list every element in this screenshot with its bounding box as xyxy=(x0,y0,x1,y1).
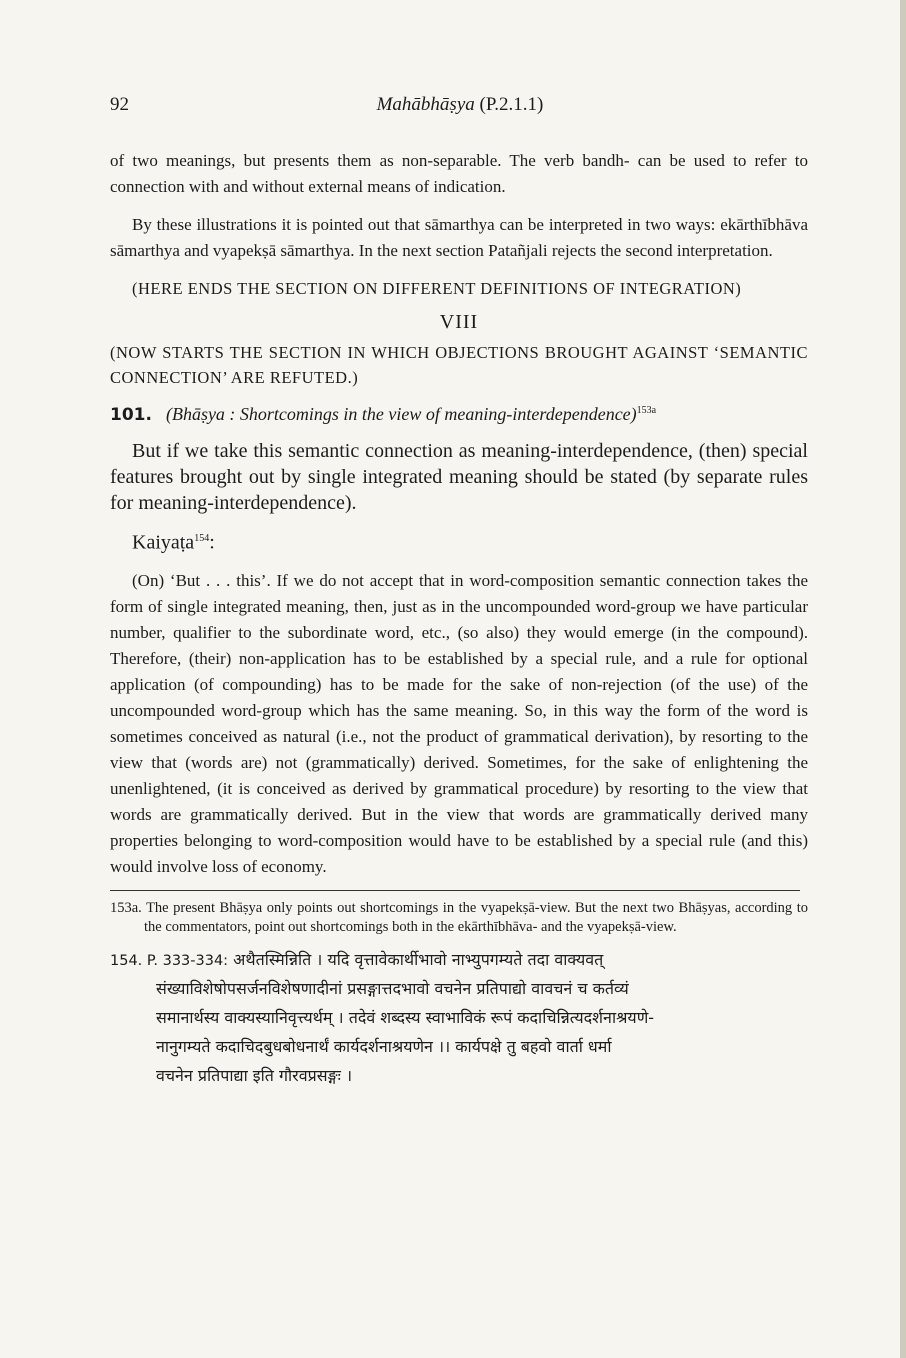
kaiyata-commentary: (On) ‘But . . . this’. If we do not accept that in word-composition semantic connection takes the form of single integrated meaning, then, just as in the uncompounded word-group we have particular number, qualifier to the subordinate word, etc., (so also) they would emerge (in the compound). Therefore, (their) non-application has to be established by a special rule, and a rule for optional application (of compounding) has to be made for the sake of non-rejection (of the use) of the uncompounded word-group which has the same meaning. So, in this way the form of the word is sometimes conceived as natural (i.e., not the product of grammatical derivation), by resorting to the view that (words are) not (grammatically) derived. Sometimes, for the sake of enlightening the unenlightened, (it is conceived as derived by grammatical procedure) by resorting to the view that words are grammatically derived. But in the view that words are grammatically derived many properties belonging to word-composition would have to be established by a special rule (and this) would involve loss of economy. xyxy=(110,570,808,876)
paragraph-continuation: of two meanings, but presents them as non-separable. The verb bandh- can be used to refer to connection with and without external means of indication. xyxy=(110,151,808,196)
footnote-154-line1 xyxy=(110,945,808,974)
bhasya-number: 101. xyxy=(110,405,152,425)
kaiyata-label: Kaiyaṭa xyxy=(132,531,195,554)
kaiyata-colon: : xyxy=(209,531,215,554)
sanskrit-line-3: समानार्थस्य वाक्यस्यानिवृत्त्यर्थम् । तदेवं शब्दस्य स्वाभाविकं रूपं कदाचिन्नित्यदर्शनाश्रयणे- xyxy=(156,1007,655,1027)
footnote-ref-153a: 153a xyxy=(636,405,657,416)
page-content xyxy=(110,148,808,1090)
footnote-ref-154: 154 xyxy=(194,533,210,544)
footnote-154-label: 154. P. 333-334: xyxy=(110,952,229,969)
kaiyata-heading xyxy=(110,526,808,556)
section-number: VIII xyxy=(439,311,479,333)
footnote-154 xyxy=(110,945,808,1090)
footnote-divider xyxy=(110,890,800,891)
page-edge xyxy=(900,0,906,1358)
running-title-ref: (P.2.1.1) xyxy=(479,94,544,115)
bhasya-translation: But if we take this semantic connection as meaning-interdependence, (then) special features brought out by single integrated meaning should be stated (by separate rules for meaning-interdependence). xyxy=(110,440,808,514)
bhasya-title: (Bhāṣya : Shortcomings in the view of meaning-interdependence) xyxy=(165,404,637,424)
bhasya-heading xyxy=(110,398,808,428)
footnote-153a: 153a. The present Bhāṣya only points out shortcomings in the vyapekṣā-view. But the next two Bhāṣyas, according to the commentators, point out shortcomings both in the ekārthībhāva- and the vyapekṣā-view. xyxy=(110,899,808,935)
running-title-work: Mahābhāṣya xyxy=(376,94,475,115)
paragraph-illustrations: By these illustrations it is pointed out that sāmarthya can be interpreted in two ways: ekārthībhāva sāmarthya and vyapekṣā sāmarthya. In the next section Patañjali rejects the second interpretation. xyxy=(110,215,808,260)
sanskrit-line-5: वचनेन प्रतिपाद्या इति गौरवप्रसङ्गः । xyxy=(156,1065,353,1085)
section-start-note: (NOW STARTS THE SECTION IN WHICH OBJECTIONS BROUGHT AGAINST ‘SEMANTIC CONNECTION’ ARE REFUTED.) xyxy=(110,343,808,387)
sanskrit-line-1: अथैतस्मिन्निति । यदि वृत्तावेकार्थीभावो नाभ्युपगम्यते तदा वाक्यवत् xyxy=(233,949,604,969)
sanskrit-line-4: नानुगम्यते कदाचिदबुधबोधनार्थं कार्यदर्शनाश्रयणेन ।। कार्यपक्षे तु बहवो वार्ता धर्मा xyxy=(156,1036,612,1056)
page-header xyxy=(110,94,810,124)
sanskrit-line-2: संख्याविशेषोपसर्जनविशेषणादीनां प्रसङ्गात्तदभावो वचनेन प्रतिपाद्यो वावचनं च कर्तव्यं xyxy=(156,978,629,998)
page-number: 92 xyxy=(110,94,129,115)
running-title xyxy=(110,94,810,116)
section-end-note: (HERE ENDS THE SECTION ON DIFFERENT DEFINITIONS OF INTEGRATION) xyxy=(132,279,742,298)
